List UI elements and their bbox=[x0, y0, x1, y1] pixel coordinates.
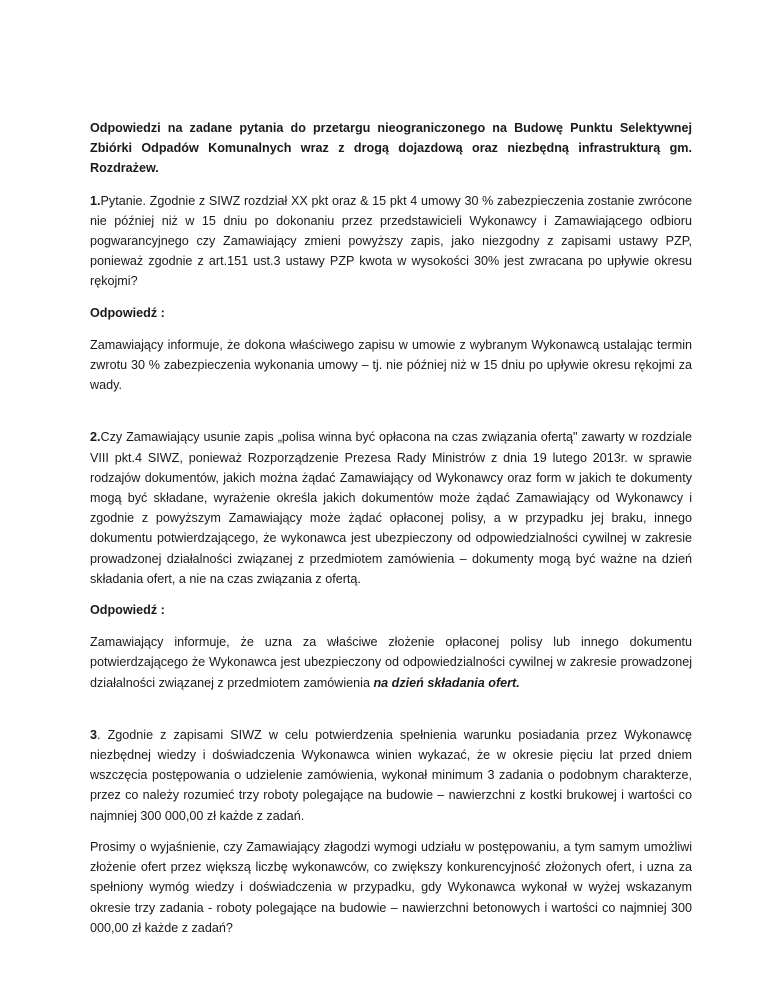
question-3-text: . Zgodnie z zapisami SIWZ w celu potwierdzenia spełnienia warunku posiadania przez Wykonawcę niezbędnej wiedzy i doświadczenia Wykonawca winien wykazać, że w okresie pięciu lat przed dniem wszczęcia postępowania o udzielenie zamówienia, wykonał minimum 3 zadania o podobnym charakterze, przez co należy rozumieć trzy roboty polegające na budowie – nawierzchni z kostki brukowej i wartości co najmniej 300 000,00 zł każde z zadań. bbox=[90, 727, 692, 823]
answer-2-emphasis: na dzień składania ofert. bbox=[373, 675, 520, 690]
question-1 bbox=[90, 191, 692, 292]
question-3-number: 3 bbox=[90, 727, 98, 742]
document-page bbox=[90, 118, 692, 938]
document-title: Odpowiedzi na zadane pytania do przetargu nieograniczonego na Budowę Punktu Selektywnej Zbiórki Odpadów Komunalnych wraz z drogą dojazdową oraz niezbędną infrastrukturą gm. Rozdrażew. bbox=[90, 121, 692, 176]
question-1-text: Pytanie. Zgodnie z SIWZ rozdział XX pkt oraz & 15 pkt 4 umowy 30 % zabezpieczenia zostanie zwrócone nie później niż w 15 dniu po dokonaniu przez przedstawicieli Wykonawcy i Zamawiającego odbioru pogwarancyjnego czy Zamawiający zmieni powyższy zapis, jako niezgodny z zapisami ustawy PZP, ponieważ zgodnie z art.151 ust.3 ustawy PZP kwota w wysokości 30% jest zwracana po upływie okresu rękojmi? bbox=[90, 193, 692, 289]
question-2-text: Czy Zamawiający usunie zapis „polisa winna być opłacona na czas związania ofertą" zawarty w rozdziale VIII pkt.4 SIWZ, ponieważ Rozporządzenie Prezesa Rady Ministrów z dnia 19 lutego 2013r. w sprawie rodzajów dokumentów, jakich można żądać Zamawiający od Wykonawcy oraz form w jakich te dokumenty mogą być składane, wyrażenie określa jakich dokumentów może żądać Zamawiający od Wykonawcy i zgodnie z powyższym Zamawiający może żądać opłaconej polisy, a w przypadku jej braku, innego dokumentu potwierdzającego, że wykonawca jest ubezpieczony od odpowiedzialności cywilnej w zakresie prowadzonej działalności związanej z przedmiotem zamówienia – dokumenty mogą być ważne na dzień składania ofert, a nie na czas związania z ofertą. bbox=[90, 430, 692, 586]
question-2-number: 2. bbox=[90, 430, 101, 445]
question-2 bbox=[90, 427, 692, 589]
answer-1: Zamawiający informuje, że dokona właściwego zapisu w umowie z wybranym Wykonawcą ustalając termin zwrotu 30 % zabezpieczenia wykonania umowy – tj. nie później niż w 15 dniu po upływie okresu rękojmi za wady. bbox=[90, 337, 692, 393]
question-1-number: 1. bbox=[90, 193, 101, 208]
answer-1-label: Odpowiedź : bbox=[90, 305, 165, 320]
answer-2-label: Odpowiedź : bbox=[90, 603, 165, 618]
question-3-followup: Prosimy o wyjaśnienie, czy Zamawiający złagodzi wymogi udziału w postępowaniu, a tym samym umożliwi złożenie ofert przez większą liczbę wykonawców, co zwiększy konkurencyjność złożonych ofert, i uzna za spełniony wymóg wiedzy i doświadczenia w przypadku, gdy Wykonawca wykonał w wyżej wskazanym okresie trzy zadania - roboty polegające na budowie – nawierzchni betonowych i wartości co najmniej 300 000,00 zł każde z zadań? bbox=[90, 839, 692, 935]
question-3 bbox=[90, 725, 692, 826]
answer-2 bbox=[90, 632, 692, 693]
answer-2-text: Zamawiający informuje, że uzna za właściwe złożenie opłaconej polisy lub innego dokumentu potwierdzającego że Wykonawca jest ubezpieczony od odpowiedzialności cywilnej w zakresie prowadzonej działalności związanej z przedmiotem zamówienia bbox=[90, 635, 692, 690]
